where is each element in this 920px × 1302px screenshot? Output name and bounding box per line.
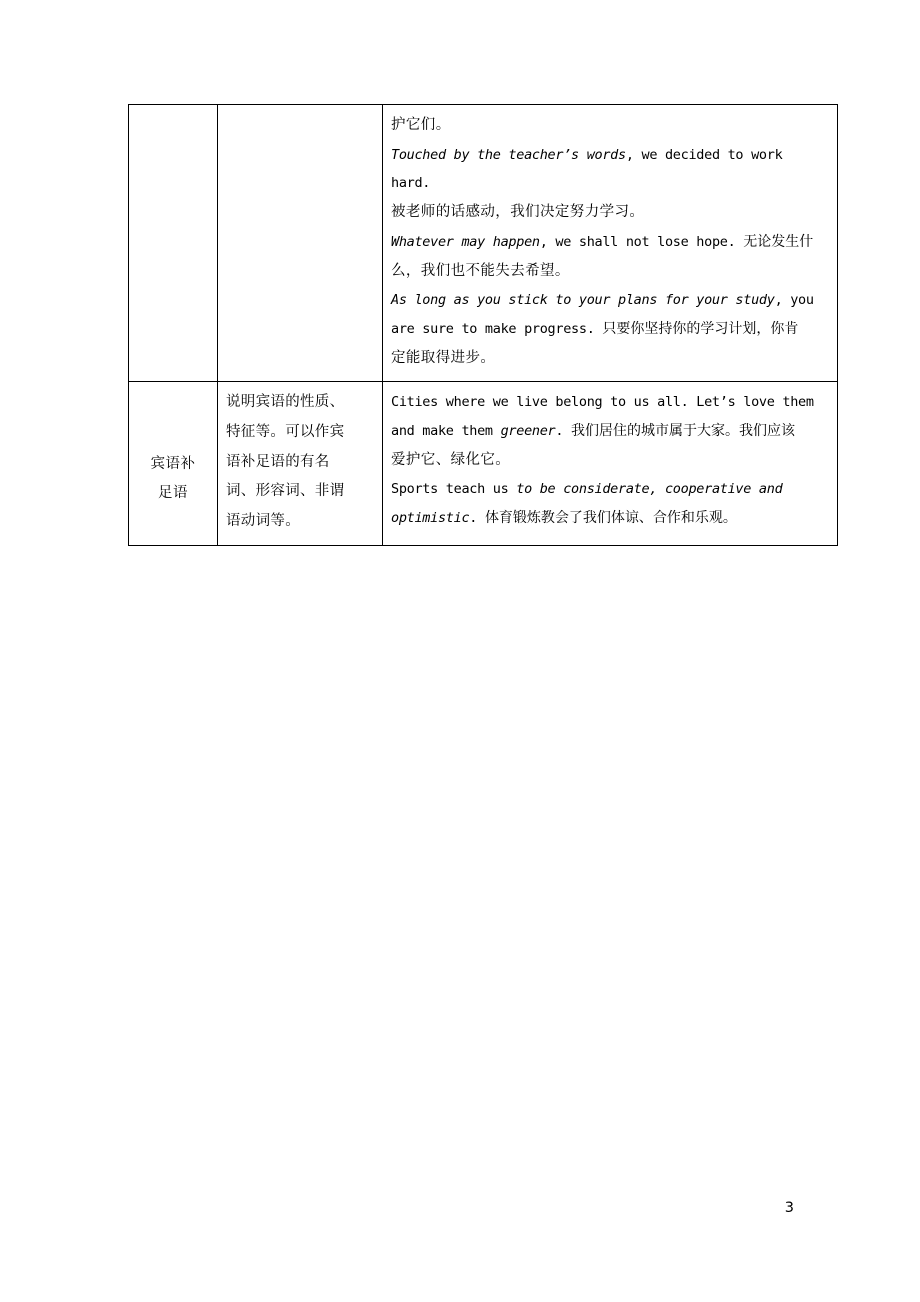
table-cell-definition bbox=[218, 382, 383, 546]
example-line bbox=[391, 286, 829, 315]
definition-text: 说明宾语的性质、 特征等。可以作宾 语补足语的有名 词、形容词、非谓 语动词等。 bbox=[226, 394, 345, 530]
example-line bbox=[391, 388, 829, 417]
grammar-table bbox=[128, 104, 838, 546]
example-line bbox=[391, 504, 829, 533]
example-line: 定能取得进步。 bbox=[391, 349, 496, 366]
example-italic: Touched by the teacher’s words bbox=[391, 146, 626, 163]
example-text: . bbox=[469, 510, 485, 527]
example-chinese: 无论发生什 bbox=[743, 233, 814, 250]
example-text: and make them bbox=[391, 423, 501, 439]
example-text: , we shall not lose hope. bbox=[539, 233, 744, 250]
example-line bbox=[391, 228, 829, 257]
table-row bbox=[129, 105, 838, 382]
example-text: are sure to make progress. bbox=[391, 320, 603, 337]
table-cell-examples bbox=[383, 105, 838, 382]
example-text: Cities where we live belong to us all. Let’s love them bbox=[391, 394, 814, 411]
example-italic: As long as you stick to your plans for your study bbox=[391, 292, 775, 309]
example-line bbox=[391, 141, 829, 198]
example-line bbox=[391, 417, 829, 446]
table-row bbox=[129, 382, 838, 546]
example-line: 爱护它、绿化它。 bbox=[391, 451, 511, 468]
example-text: , you bbox=[774, 292, 814, 309]
example-chinese: 体育锻炼教会了我们体谅、合作和乐观。 bbox=[484, 510, 737, 527]
example-italic: to be considerate, cooperative and bbox=[516, 481, 783, 498]
table-cell-term bbox=[129, 382, 218, 546]
example-chinese: 只要你坚持你的学习计划，你肯 bbox=[602, 320, 799, 337]
example-line: 护它们。 bbox=[391, 117, 451, 133]
example-italic: Whatever may happen bbox=[391, 233, 540, 250]
example-line: 么，我们也不能失去希望。 bbox=[391, 262, 570, 279]
example-italic: optimistic bbox=[391, 510, 470, 527]
table-cell-examples bbox=[383, 382, 838, 546]
example-line bbox=[391, 475, 829, 504]
term-label: 宾语补 足语 bbox=[150, 456, 196, 502]
example-text: , we decided to work hard. bbox=[391, 146, 783, 192]
example-text: Sports teach us bbox=[391, 481, 517, 498]
page-number: 3 bbox=[784, 1200, 794, 1216]
example-line: 被老师的话感动，我们决定努力学习。 bbox=[391, 204, 645, 221]
table-cell-term bbox=[129, 105, 218, 382]
example-text: . bbox=[555, 423, 572, 439]
example-italic: greener bbox=[500, 423, 556, 439]
table-cell-definition bbox=[218, 105, 383, 382]
example-chinese: 我们居住的城市属于大家。我们应该 bbox=[571, 423, 796, 439]
example-line bbox=[391, 315, 829, 344]
